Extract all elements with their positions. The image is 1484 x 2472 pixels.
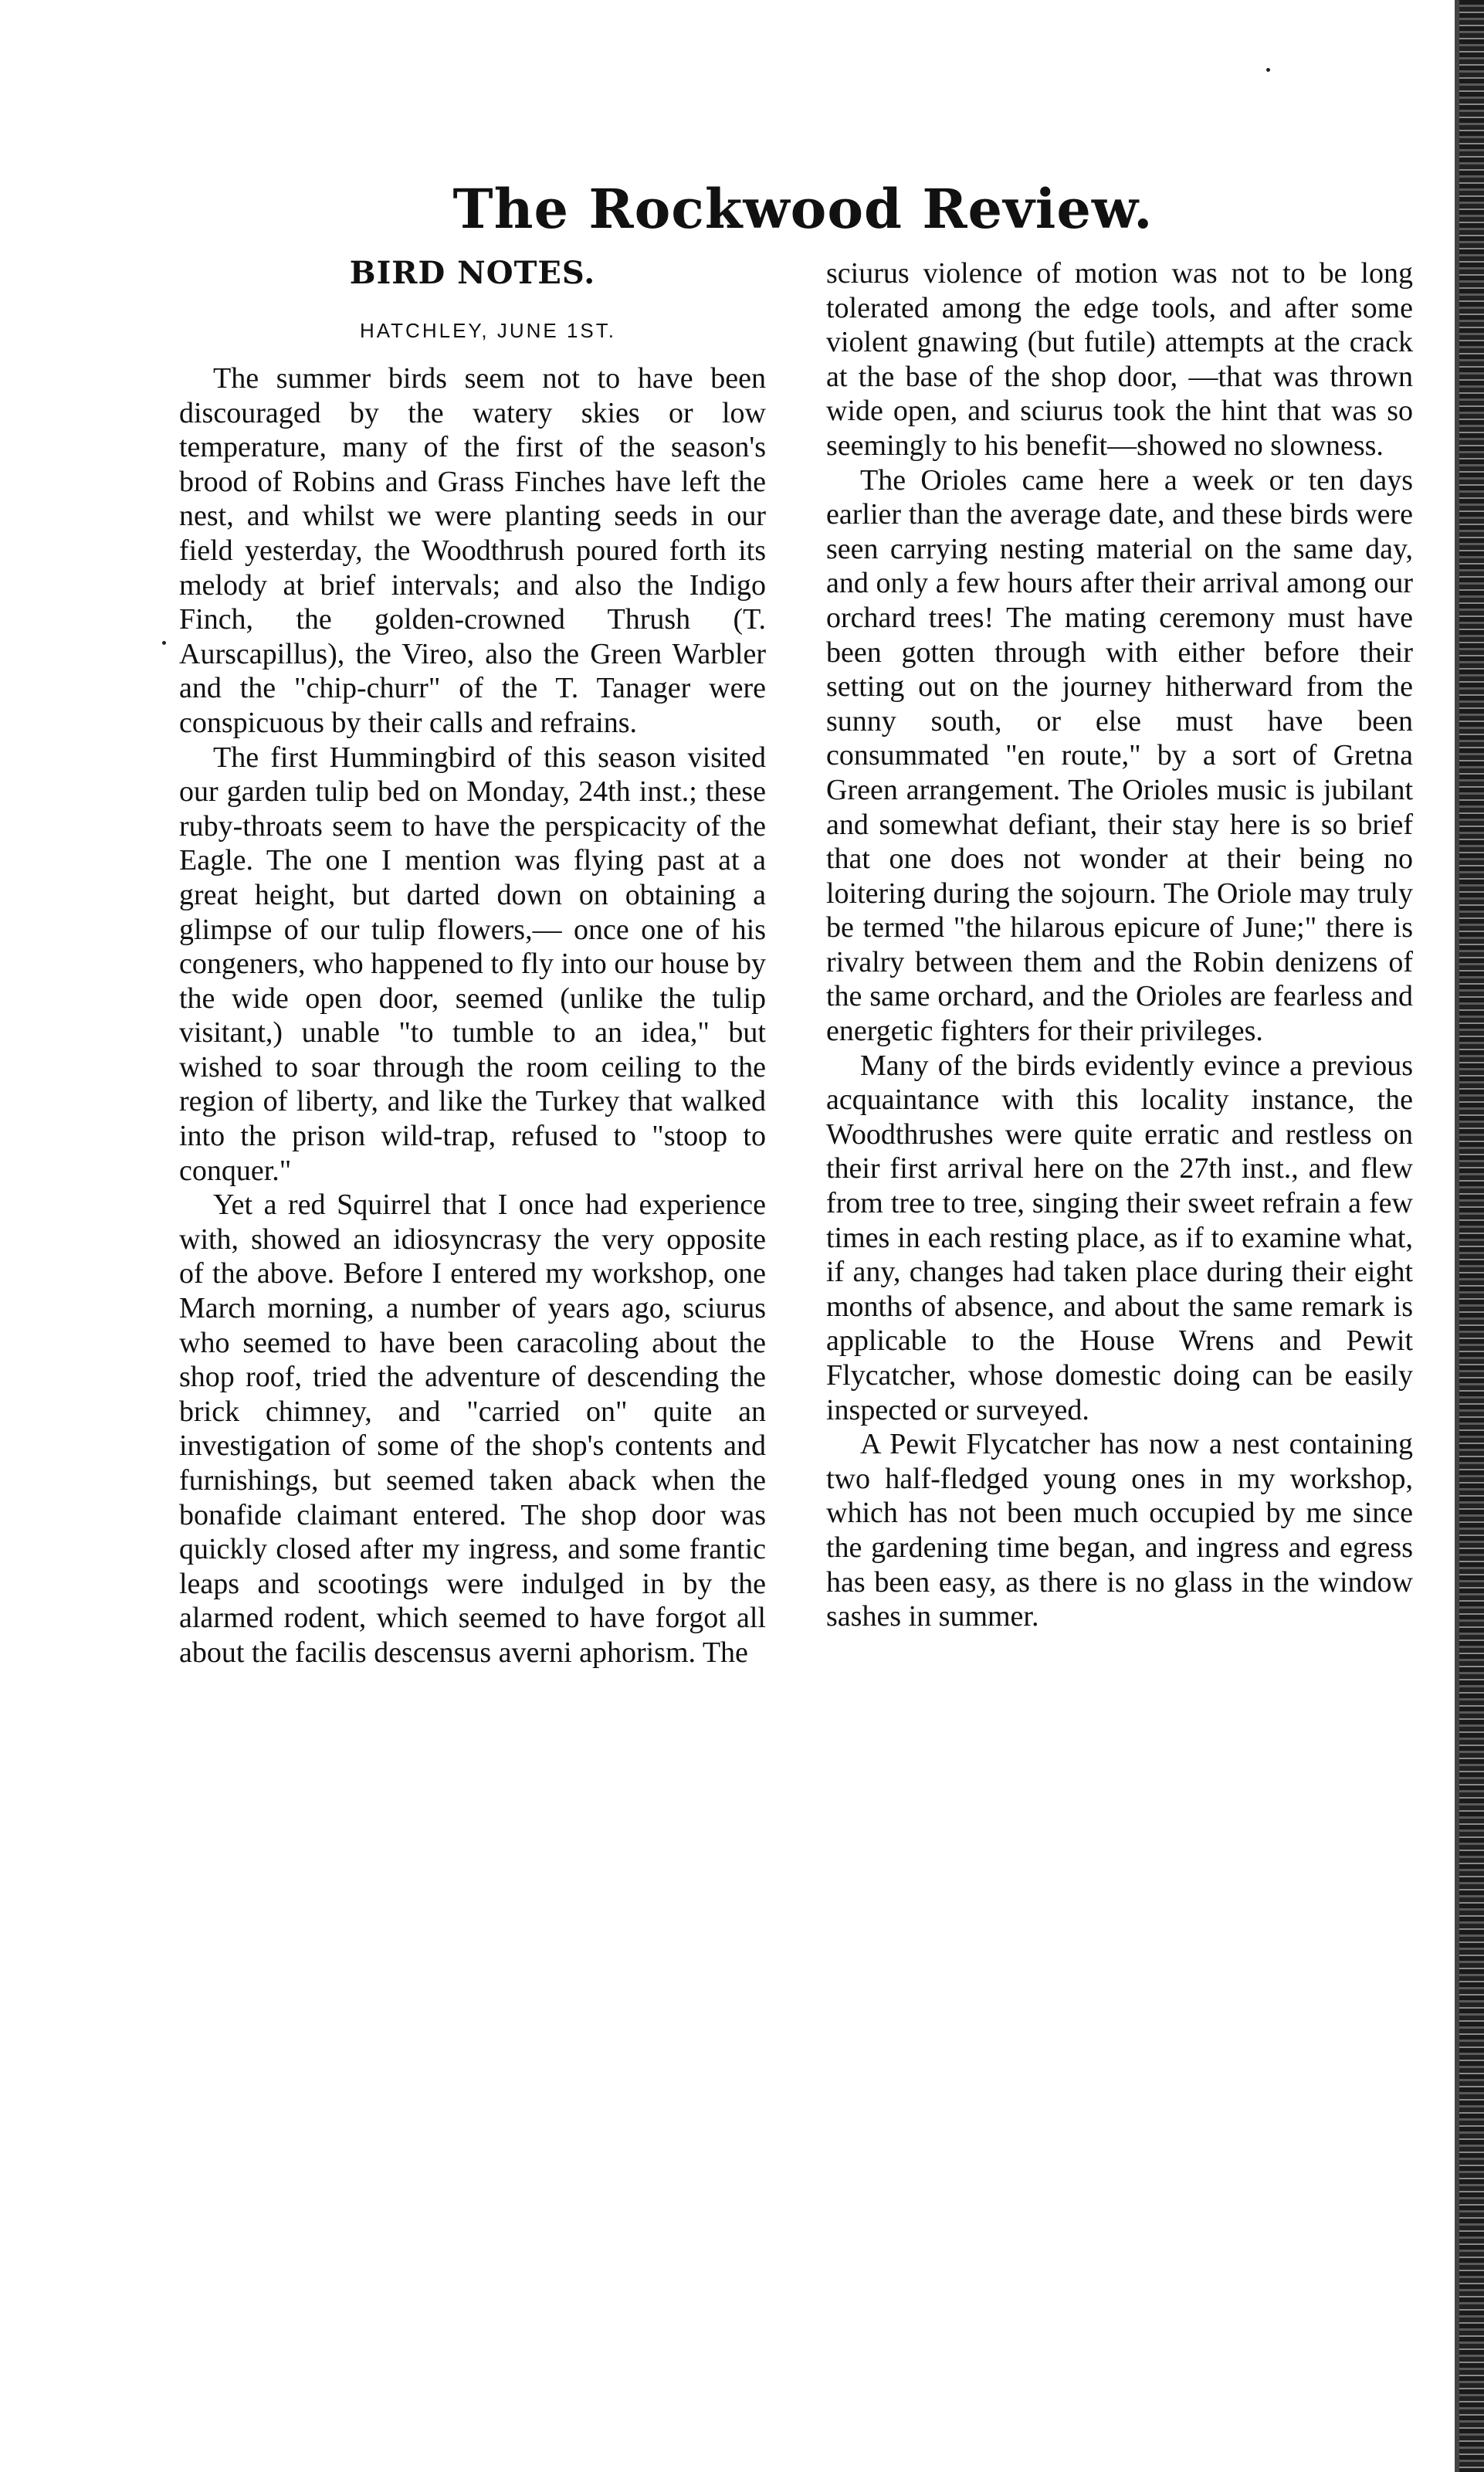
paragraph-continued: sciurus violence of motion was not to be long tolerated among the edge tools, and after some violent gnawing (but futile) attempts at the crack at the base of the shop door, —that was thrown wide open, and sciurus took the hint that was so seemingly to his benefit—showed no slowness. xyxy=(826,257,1413,462)
margin-speck xyxy=(1266,68,1270,72)
paragraph: Many of the birds evidently evince a previous acquaintance with this locality instance, the Woodthrushes were quite erratic and restless on their first arrival here on the 27th inst., and flew from tree to tree, singing their sweet refrain a few times in each resting place, as if to examine what, if any, changes had taken place during their eight months of absence, and about the same remark is applicable to the House Wrens and Pewit Flycatcher, whose domestic doing can be easily inspected or surveyed. xyxy=(826,1049,1413,1426)
paragraph: A Pewit Flycatcher has now a nest containing two half-fledged young ones in my workshop, which has not been much occupied by me since the gardening time began, and ingress and egress has been easy, as there is no glass in the window sashes in summer. xyxy=(826,1428,1413,1633)
paragraph: The Orioles came here a week or ten days earlier than the average date, and these birds were seen carrying nesting material on the same day, and only a few hours after their arrival among our orchard trees! The mating ceremony must have been gotten through with either before their setting out on the journey hitherward from the sunny south, or else must have been consummated "en route," by a sort of Gretna Green arrangement. The Orioles music is jubilant and somewhat defiant, their stay here is so brief that one does not wonder at their being no loitering during the sojourn. The Oriole may truly be termed "the hilarous epicure of June;" there is rivalry between them and the Robin denizens of the same orchard, and the Orioles are fearless and energetic fighters for their privileges. xyxy=(826,463,1413,1048)
article-dateline: HATCHLEY, JUNE 1ST. xyxy=(359,319,616,342)
article-title: BIRD NOTES. xyxy=(349,255,596,291)
margin-speck-left xyxy=(162,641,166,645)
publication-masthead: The Rockwood Review. xyxy=(452,177,1154,241)
paragraph: Yet a red Squirrel that I once had experience with, showed an idiosyncrasy the very opposite of the above. Before I entered my workshop, one March morning, a number of years ago, sciurus who seemed to have been caracoling about the shop roof, tried the adventure of descending the brick chimney, and "carried on" quite an investigation of some of the shop's contents and furnishings, but seemed taken aback when the bonafide claimant entered. The shop door was quickly closed after my ingress, and some frantic leaps and scootings were indulged in by the alarmed rodent, which seemed to have forgot all about the facilis descensus averni aphorism. The xyxy=(179,1189,766,1669)
left-column xyxy=(179,256,766,1670)
paragraph: The summer birds seem not to have been discouraged by the watery skies or low temperature, many of the first of the season's brood of Robins and Grass Finches have left the nest, and whilst we were planting seeds in our field yesterday, the Woodthrush poured forth its melody at brief intervals; and also the Indigo Finch, the golden-crowned Thrush (T. Aurscapillus), the Vireo, also the Green Warbler and the "chip-churr" of the T. Tanager were conspicuous by their calls and refrains. xyxy=(179,362,766,739)
paragraph: The first Hummingbird of this season visited our garden tulip bed on Monday, 24th inst.; these ruby-throats seem to have the perspicacity of the Eagle. The one I mention was flying past at a great height, but darted down on obtaining a glimpse of our tulip flowers,— once one of his congeners, who happened to fly into our house by the wide open door, seemed (unlike the tulip visitant,) unable "to tumble to an idea," but wished to soar through the room ceiling to the region of liberty, and like the Turkey that walked into the prison wild-trap, refused to "stoop to conquer." xyxy=(179,741,766,1187)
page-binding-edge xyxy=(1459,0,1484,2472)
right-column xyxy=(826,256,1413,1634)
